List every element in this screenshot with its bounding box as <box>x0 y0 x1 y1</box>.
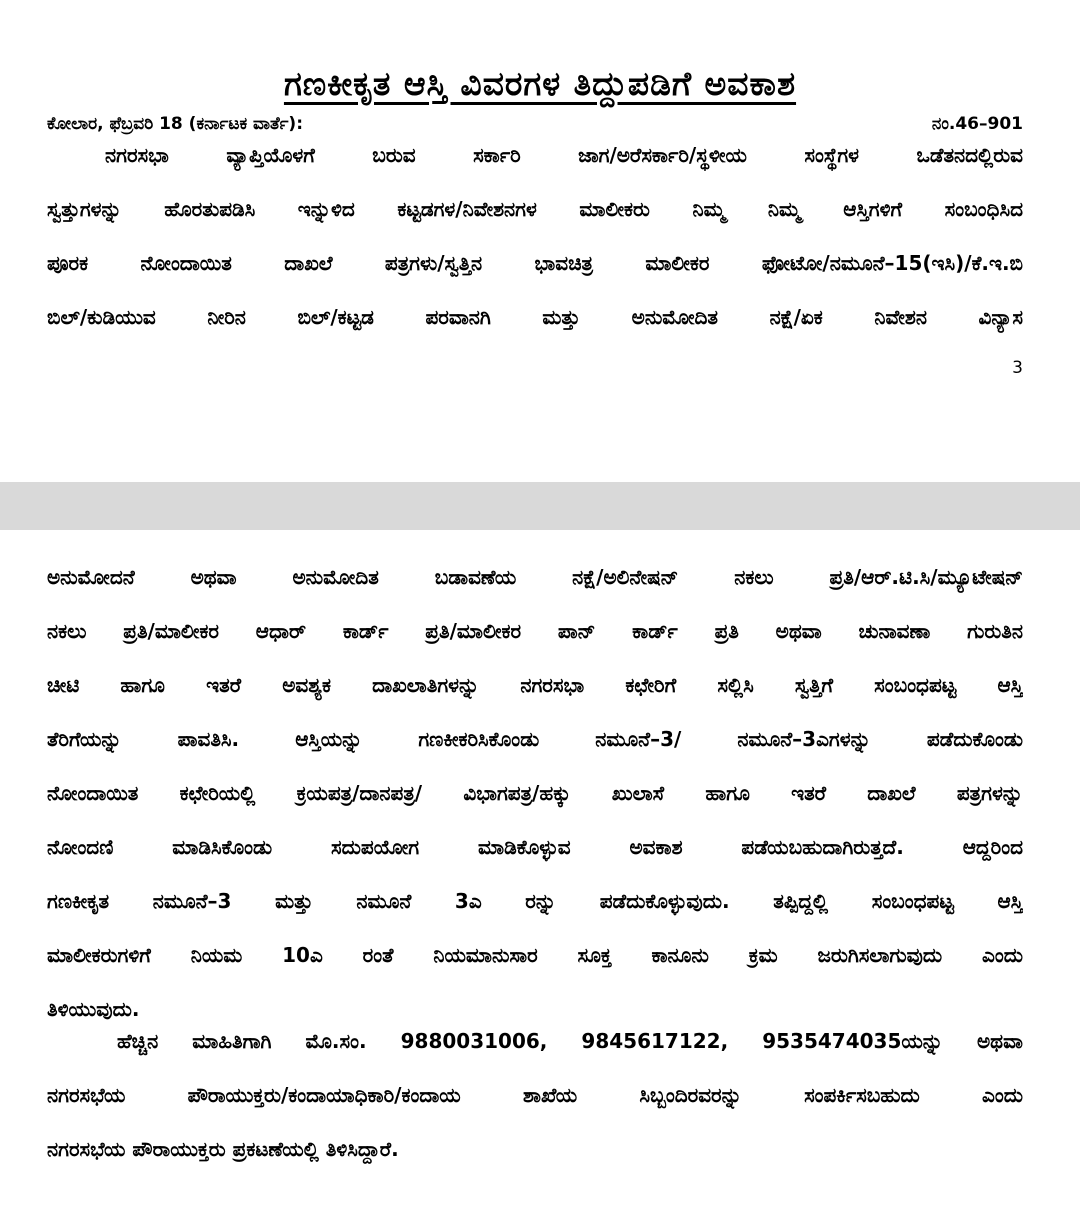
paragraph-1-line: ಪೂರಕ ನೋಂದಾಯಿತ ದಾಖಲೆ ಪತ್ರಗಳು/ಸ್ವತ್ತಿನ ಭಾವಚಿತ್ರ ಮಾಲೀಕರ ಫೋಟೋ/ನಮೂನೆ–15(ಇಸಿ)/ಕೆ.ಇ.ಬಿ <box>47 251 1023 275</box>
paragraph-3-line: ನಗರಸಭೆಯ ಪೌರಾಯುಕ್ತರು/ಕಂದಾಯಾಧಿಕಾರಿ/ಕಂದಾಯ ಶಾಖೆಯ ಸಿಬ್ಬಂದಿರವರನ್ನು ಸಂಪರ್ಕಿಸಬಹುದು ಎಂದು <box>47 1083 1023 1107</box>
page-number: 3 <box>1012 358 1023 378</box>
document-title-text: ಗಣಕೀಕೃತ ಆಸ್ತಿ ವಿವರಗಳ ತಿದ್ದುಪಡಿಗೆ ಅವಕಾಶ <box>283 64 797 103</box>
paragraph-2-line: ನೋಂದಣಿ ಮಾಡಿಸಿಕೊಂಡು ಸದುಪಯೋಗ ಮಾಡಿಕೊಳ್ಳುವ ಅವಕಾಶ ಪಡೆಯಬಹುದಾಗಿರುತ್ತದೆ. ಆದ್ದರಿಂದ <box>47 835 1023 859</box>
page-separator <box>0 482 1080 530</box>
paragraph-3 <box>47 1014 1023 1176</box>
paragraph-2 <box>47 550 1023 1036</box>
paragraph-2-line: ನೋಂದಾಯಿತ ಕಛೇರಿಯಲ್ಲಿ ಕ್ರಯಪತ್ರ/ದಾನಪತ್ರ/ ವಿಭಾಗಪತ್ರ/ಹಕ್ಕು ಖುಲಾಸೆ ಹಾಗೂ ಇತರೆ ದಾಖಲೆ ಪತ್ರಗಳನ್ನು <box>47 781 1023 805</box>
paragraph-2-line: ನಕಲು ಪ್ರತಿ/ಮಾಲೀಕರ ಆಧಾರ್ ಕಾರ್ಡ್ ಪ್ರತಿ/ಮಾಲೀಕರ ಪಾನ್ ಕಾರ್ಡ್ ಪ್ರತಿ ಅಥವಾ ಚುನಾವಣಾ ಗುರುತಿನ <box>47 619 1023 643</box>
paragraph-2-line: ಚೀಟಿ ಹಾಗೂ ಇತರೆ ಅವಶ್ಯಕ ದಾಖಲಾತಿಗಳನ್ನು ನಗರಸಭಾ ಕಛೇರಿಗೆ ಸಲ್ಲಿಸಿ ಸ್ವತ್ತಿಗೆ ಸಂಬಂಧಪಟ್ಟ ಆಸ್ತಿ <box>47 673 1023 697</box>
paragraph-3-line: ನಗರಸಭೆಯ ಪೌರಾಯುಕ್ತರು ಪ್ರಕಟಣೆಯಲ್ಲಿ ತಿಳಿಸಿದ್ದಾರೆ. <box>47 1137 399 1161</box>
document-title <box>0 60 1080 108</box>
paragraph-1 <box>47 128 1023 344</box>
paragraph-1-line: ಬಿಲ್/ಕುಡಿಯುವ ನೀರಿನ ಬಿಲ್/ಕಟ್ಟಡ ಪರವಾನಗಿ ಮತ್ತು ಅನುಮೋದಿತ ನಕ್ಷೆ/ಏಕ ನಿವೇಶನ ವಿನ್ಯಾಸ <box>47 305 1023 329</box>
paragraph-2-line: ಗಣಕೀಕೃತ ನಮೂನೆ–3 ಮತ್ತು ನಮೂನೆ 3ಎ ರನ್ನು ಪಡೆದುಕೊಳ್ಳುವುದು. ತಪ್ಪಿದ್ದಲ್ಲಿ ಸಂಬಂಧಪಟ್ಟ ಆಸ್ತಿ <box>47 889 1023 913</box>
paragraph-2-line: ತೆರಿಗೆಯನ್ನು ಪಾವತಿಸಿ. ಆಸ್ತಿಯನ್ನು ಗಣಕೀಕರಿಸಿಕೊಂಡು ನಮೂನೆ–3/ ನಮೂನೆ–3ಎಗಳನ್ನು ಪಡೆದುಕೊಂಡು <box>47 727 1023 751</box>
paragraph-1-line: ನಗರಸಭಾ ವ್ಯಾಪ್ತಿಯೊಳಗೆ ಬರುವ ಸರ್ಕಾರಿ ಜಾಗ/ಅರೆಸರ್ಕಾರಿ/ಸ್ಥಳೀಯ ಸಂಸ್ಥೆಗಳ ಒಡೆತನದಲ್ಲಿರುವ <box>105 143 1023 167</box>
release-number: ನಂ.46–901 <box>931 114 1023 134</box>
paragraph-3-line: ಹೆಚ್ಚಿನ ಮಾಹಿತಿಗಾಗಿ ಮೊ.ಸಂ. 9880031006, 9845617122, 9535474035ಯನ್ನು ಅಥವಾ <box>117 1029 1023 1053</box>
dateline: ಕೋಲಾರ, ಫೆಬ್ರವರಿ 18 (ಕರ್ನಾಟಕ ವಾರ್ತೆ): <box>47 114 304 134</box>
paragraph-2-line: ಮಾಲೀಕರುಗಳಿಗೆ ನಿಯಮ 10ಎ ರಂತೆ ನಿಯಮಾನುಸಾರ ಸೂಕ್ತ ಕಾನೂನು ಕ್ರಮ ಜರುಗಿಸಲಾಗುವುದು ಎಂದು <box>47 943 1023 967</box>
paragraph-2-line: ಅನುಮೋದನೆ ಅಥವಾ ಅನುಮೋದಿತ ಬಡಾವಣೆಯ ನಕ್ಷೆ/ಅಲಿನೇಷನ್ ನಕಲು ಪ್ರತಿ/ಆರ್.ಟಿ.ಸಿ/ಮ್ಯೂಟೇಷನ್ <box>47 565 1023 589</box>
paragraph-1-line: ಸ್ವತ್ತುಗಳನ್ನು ಹೊರತುಪಡಿಸಿ ಇನ್ನುಳಿದ ಕಟ್ಟಡಗಳ/ನಿವೇಶನಗಳ ಮಾಲೀಕರು ನಿಮ್ಮ ನಿಮ್ಮ ಆಸ್ತಿಗಳಿಗೆ ಸಂಬಂಧಿಸಿದ <box>47 197 1023 221</box>
paragraph-2-line: ತಿಳಿಯುವುದು. <box>47 997 140 1021</box>
